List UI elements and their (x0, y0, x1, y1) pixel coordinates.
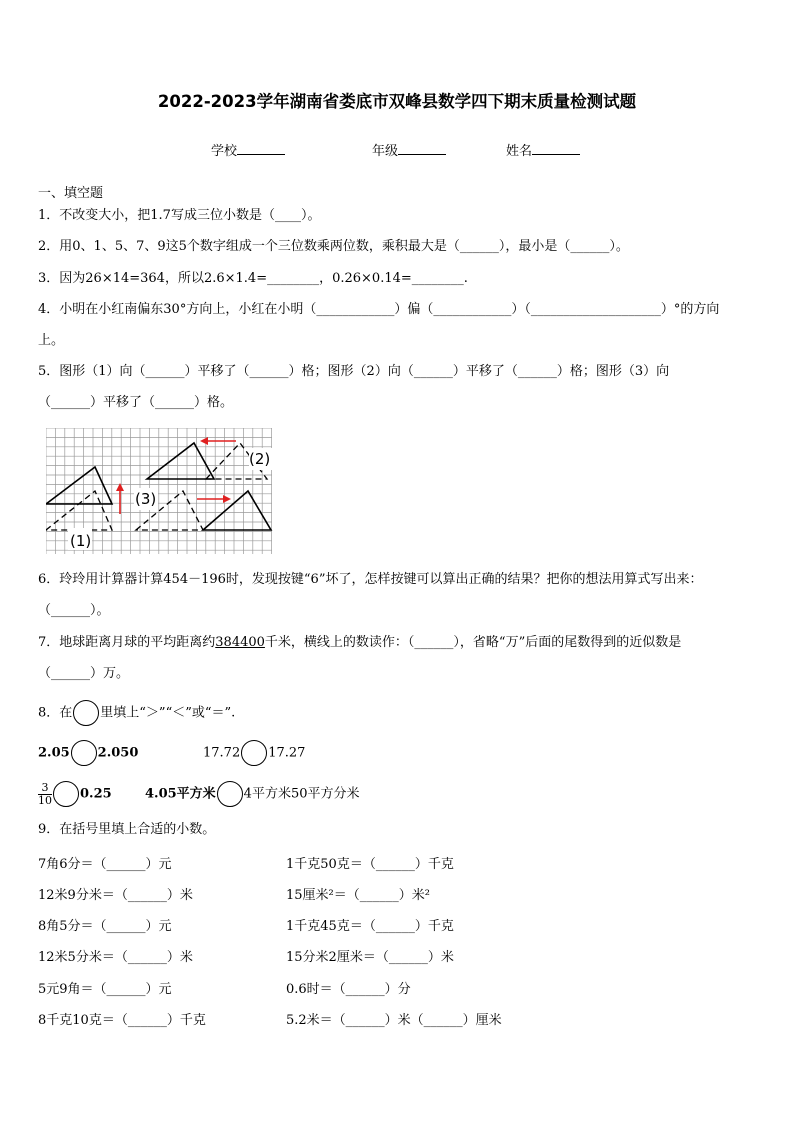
answer-circle[interactable] (71, 740, 97, 766)
q8-row-2a: $\frac{3}{10}$ 0.25 (38, 780, 112, 807)
q9-right-5: 0.6时＝（______）分 (286, 982, 411, 997)
answer-circle[interactable] (73, 700, 99, 726)
q9-left-5: 5元9角＝（______）元 (38, 982, 172, 997)
question-8 (38, 700, 235, 726)
q9-left-6: 8千克10克＝（______）千克 (38, 1013, 206, 1028)
answer-circle[interactable] (53, 781, 79, 807)
q8-post: 里填上“＞”“＜”或“＝”. (100, 705, 236, 721)
q9-left-4: 12米5分米＝（______）米 (38, 950, 193, 965)
q7-pre: 7．地球距离月球的平均距离约 (38, 635, 216, 650)
name-field: 姓名 (506, 140, 580, 159)
page-title: 2022-2023学年湖南省娄底市双峰县数学四下期末质量检测试题 (157, 92, 637, 111)
answer-circle[interactable] (241, 740, 267, 766)
question-4-line-2: 上。 (38, 333, 65, 348)
figure-label-1: (1) (70, 532, 92, 550)
q7-number: 384400 (215, 635, 265, 650)
q9-right-1: 1千克50克＝（______）千克 (286, 857, 454, 872)
q8-row-1a: 2.05 2.050 (38, 740, 138, 766)
q9-right-3: 1千克45克＝（______）千克 (286, 919, 454, 934)
triangle-2-solid (147, 443, 214, 479)
question-3: 3．因为26×14=364，所以2.6×1.4=________，0.26×0.14=________. (38, 271, 468, 286)
question-7-line-1 (38, 635, 681, 651)
figure-label-2: (2) (249, 450, 271, 468)
question-7-line-2: （______）万。 (38, 666, 130, 681)
question-5-line-1: 5．图形（1）向（______）平移了（______）格；图形（2）向（______）平移了（______）格；图形（3）向 (38, 364, 670, 379)
q9-left-2: 12米9分米＝（______）米 (38, 888, 193, 903)
q9-right-4: 15分米2厘米＝（______）米 (286, 950, 454, 965)
arrow-left-icon (200, 437, 236, 445)
translation-grid-figure (46, 428, 274, 556)
school-field: 学校 (211, 140, 285, 159)
fraction: $\frac{3}{10}$ (38, 780, 52, 807)
arrow-up-icon (116, 483, 124, 514)
question-5-line-2: （______）平移了（______）格。 (38, 395, 234, 410)
question-6-line-1: 6．玲玲用计算器计算454－196时，发现按键“6”坏了，怎样按键可以算出正确的结果？把你的想法用算式写出来： (38, 572, 703, 587)
q9-right-2: 15厘米²＝（______）米² (286, 888, 430, 903)
q8-row-1b: 17.72 17.27 (203, 740, 305, 766)
q8-row-2b: 4.05平方米 4平方米50平方分米 (145, 781, 360, 807)
figure-label-3: (3) (135, 490, 157, 508)
question-1: 1．不改变大小，把1.7写成三位小数是（____）。 (38, 208, 321, 223)
section-heading: 一、填空题 (38, 186, 104, 201)
question-4-line-1: 4．小明在小红南偏东30°方向上，小红在小明（____________）偏（____________）（____________________）°的方向 (38, 302, 720, 317)
q9-right-6: 5.2米＝（______）米（______）厘米 (286, 1013, 502, 1028)
triangle-3-solid (203, 491, 271, 530)
answer-circle[interactable] (217, 781, 243, 807)
q9-left-1: 7角6分＝（______）元 (38, 857, 172, 872)
arrow-right-icon (197, 495, 231, 503)
q9-left-3: 8角5分＝（______）元 (38, 919, 172, 934)
q8-pre: 8．在 (38, 705, 73, 721)
question-2: 2．用0、1、5、7、9这5个数字组成一个三位数乘两位数，乘积最大是（______），最小是（______）。 (38, 239, 629, 254)
grade-field: 年级 (372, 140, 446, 159)
question-6-line-2: （______）。 (38, 603, 110, 618)
q7-post: 千米，横线上的数读作：（______），省略“万”后面的尾数得到的近似数是 (264, 635, 682, 650)
question-9: 9．在括号里填上合适的小数。 (38, 822, 216, 837)
